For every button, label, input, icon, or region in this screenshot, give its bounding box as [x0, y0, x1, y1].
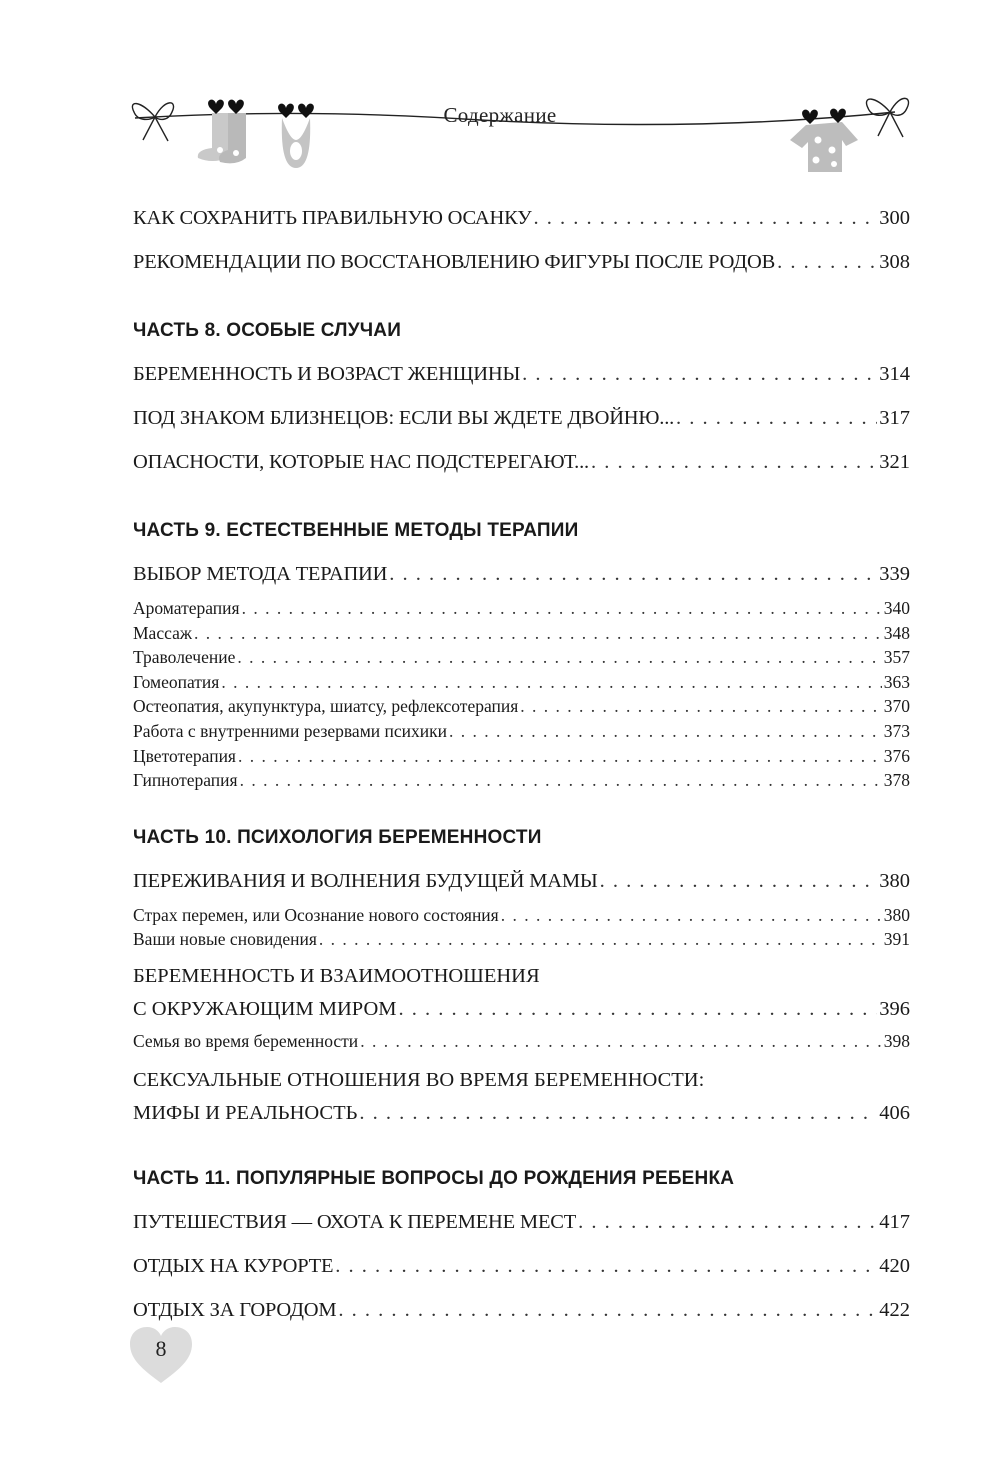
leader-dots — [194, 621, 882, 646]
toc-subentry-title: Страх перемен, или Осознание нового состояния — [133, 904, 499, 925]
toc-subentry[interactable] — [133, 903, 910, 928]
toc-entry-page: 422 — [879, 1298, 910, 1321]
toc-subentry-page: 348 — [883, 622, 910, 643]
toc-subentry-page: 391 — [883, 929, 910, 950]
toc-subentry[interactable] — [133, 719, 910, 744]
leader-dots — [676, 396, 877, 440]
toc-entry-title: РЕКОМЕНДАЦИИ ПО ВОССТАНОВЛЕНИЮ ФИГУРЫ ПОСЛЕ РОДОВ — [133, 251, 776, 273]
toc-entry-title: МИФЫ И РЕАЛЬНОСТЬ — [133, 1101, 358, 1124]
toc-subentry[interactable] — [133, 927, 910, 952]
toc-subentry-page: 398 — [883, 1030, 910, 1051]
leader-dots — [319, 927, 882, 952]
toc-subentry-page: 370 — [883, 696, 910, 717]
clothesline-decoration — [0, 0, 1000, 190]
toc-entry[interactable] — [133, 352, 910, 396]
leader-dots — [238, 744, 882, 769]
toc-entry-title: ПУТЕШЕСТВИЯ — ОХОТА К ПЕРЕМЕНЕ МЕСТ — [133, 1210, 577, 1233]
leader-dots — [534, 196, 878, 240]
leader-dots — [389, 552, 877, 596]
toc-entry-title-line: СЕКСУАЛЬНЫЕ ОТНОШЕНИЯ ВО ВРЕМЯ БЕРЕМЕННОСТИ: — [133, 1068, 705, 1091]
toc-subentry[interactable] — [133, 768, 910, 793]
part-heading: ЧАСТЬ 9. ЕСТЕСТВЕННЫЕ МЕТОДЫ ТЕРАПИИ — [133, 520, 579, 541]
toc-entry[interactable] — [133, 1288, 910, 1332]
leader-dots — [360, 1026, 882, 1056]
part-heading: ЧАСТЬ 10. ПСИХОЛОГИЯ БЕРЕМЕННОСТИ — [133, 826, 542, 848]
toc-subentry-title: Цветотерапия — [133, 745, 236, 766]
toc-entry-page: 300 — [879, 207, 910, 229]
leader-dots — [240, 768, 882, 793]
toc-entry-title: ОТДЫХ НА КУРОРТЕ — [133, 1254, 334, 1277]
leader-dots — [591, 440, 877, 484]
toc-subentry-page: 373 — [883, 720, 910, 741]
toc-subentry-title: Гипнотерапия — [133, 770, 238, 791]
leader-dots — [338, 1288, 877, 1332]
toc-subentry-title: Работа с внутренними резервами психики — [133, 720, 447, 741]
toc-entry[interactable] — [133, 1200, 910, 1244]
toc-entry-title: ПЕРЕЖИВАНИЯ И ВОЛНЕНИЯ БУДУЩЕЙ МАМЫ — [133, 869, 598, 892]
toc-subentry[interactable] — [133, 744, 910, 769]
toc-entry-title: КАК СОХРАНИТЬ ПРАВИЛЬНУЮ ОСАНКУ — [133, 207, 532, 229]
toc-entry[interactable] — [133, 859, 910, 903]
toc-entry-title: ВЫБОР МЕТОДА ТЕРАПИИ — [133, 563, 388, 585]
toc-entry-page: 339 — [879, 563, 910, 585]
toc-entry[interactable] — [133, 993, 910, 1026]
leader-dots — [522, 352, 877, 396]
toc-entry[interactable] — [133, 440, 910, 484]
leader-dots — [578, 1200, 877, 1244]
leader-dots — [359, 1097, 877, 1130]
leader-dots — [600, 859, 878, 903]
toc-entry-page: 317 — [879, 407, 910, 429]
leader-dots — [520, 694, 881, 719]
toc-subentry-page: 363 — [883, 671, 910, 692]
toc-entry[interactable] — [133, 552, 910, 596]
toc-subentry-title: Ароматерапия — [133, 598, 240, 618]
toc-entry-title: БЕРЕМЕННОСТЬ И ВОЗРАСТ ЖЕНЩИНЫ — [133, 363, 521, 385]
toc-entry-page: 417 — [879, 1210, 910, 1233]
toc-entry-title: ОТДЫХ ЗА ГОРОДОМ — [133, 1298, 337, 1321]
toc-subentry-page: 378 — [883, 770, 910, 791]
page-number-text: 8 — [155, 1336, 167, 1361]
leader-dots — [242, 596, 882, 621]
toc-subentry[interactable] — [133, 645, 910, 670]
toc-entry-page: 308 — [879, 251, 910, 273]
toc-subentry-title: Траволечение — [133, 647, 236, 668]
toc-subentry-page: 380 — [883, 904, 910, 925]
leader-dots — [221, 670, 881, 695]
toc-entry-page: 406 — [879, 1101, 910, 1124]
toc-entry-title: С ОКРУЖАЮЩИМ МИРОМ — [133, 997, 397, 1020]
toc-entry-title-line: БЕРЕМЕННОСТЬ И ВЗАИМООТНОШЕНИЯ — [133, 964, 540, 987]
leader-dots — [449, 719, 882, 744]
toc-entry[interactable] — [133, 196, 910, 240]
part-heading: ЧАСТЬ 11. ПОПУЛЯРНЫЕ ВОПРОСЫ ДО РОЖДЕНИЯ РЕБЕНКА — [133, 1167, 735, 1189]
toc-entry-page: 396 — [879, 997, 910, 1020]
leader-dots — [237, 645, 881, 670]
toc-entry[interactable] — [133, 1097, 910, 1130]
toc-subentry-page: 357 — [883, 647, 910, 668]
toc-subentry-title: Гомеопатия — [133, 671, 220, 692]
toc-entry-page: 380 — [879, 869, 910, 892]
leader-dots — [501, 903, 882, 928]
toc-entry-title: ПОД ЗНАКОМ БЛИЗНЕЦОВ: ЕСЛИ ВЫ ЖДЕТЕ ДВОЙНЮ... — [133, 407, 675, 429]
toc-subentry-page: 340 — [883, 598, 910, 618]
page-header-title: Содержание — [443, 103, 557, 127]
toc-entry[interactable] — [133, 1244, 910, 1288]
toc-subentry[interactable] — [133, 1026, 910, 1056]
toc-subentry-title: Массаж — [133, 622, 192, 643]
toc-subentry[interactable] — [133, 596, 910, 621]
part-heading: ЧАСТЬ 8. ОСОБЫЕ СЛУЧАИ — [133, 320, 402, 341]
toc-entry-page: 314 — [879, 363, 910, 385]
toc-entry-page: 321 — [879, 451, 910, 473]
toc-subentry-title: Остеопатия, акупунктура, шиатсу, рефлексотерапия — [133, 696, 519, 717]
toc-entry-title: ОПАСНОСТИ, КОТОРЫЕ НАС ПОДСТЕРЕГАЮТ... — [133, 451, 589, 473]
toc-entry[interactable] — [133, 396, 910, 440]
toc-subentry-title: Ваши новые сновидения — [133, 929, 317, 950]
leader-dots — [777, 240, 877, 284]
toc-entry[interactable] — [133, 240, 910, 284]
toc-subentry-title: Семья во время беременности — [133, 1030, 359, 1051]
page-number — [128, 1325, 194, 1385]
toc-subentry[interactable] — [133, 694, 910, 719]
leader-dots — [335, 1244, 877, 1288]
leader-dots — [398, 993, 877, 1026]
page-header — [0, 0, 1000, 190]
toc-entry-page: 420 — [879, 1254, 910, 1277]
toc-subentry[interactable] — [133, 670, 910, 695]
toc-subentry-page: 376 — [883, 745, 910, 766]
toc-subentry[interactable] — [133, 621, 910, 646]
table-of-contents — [133, 196, 910, 1332]
